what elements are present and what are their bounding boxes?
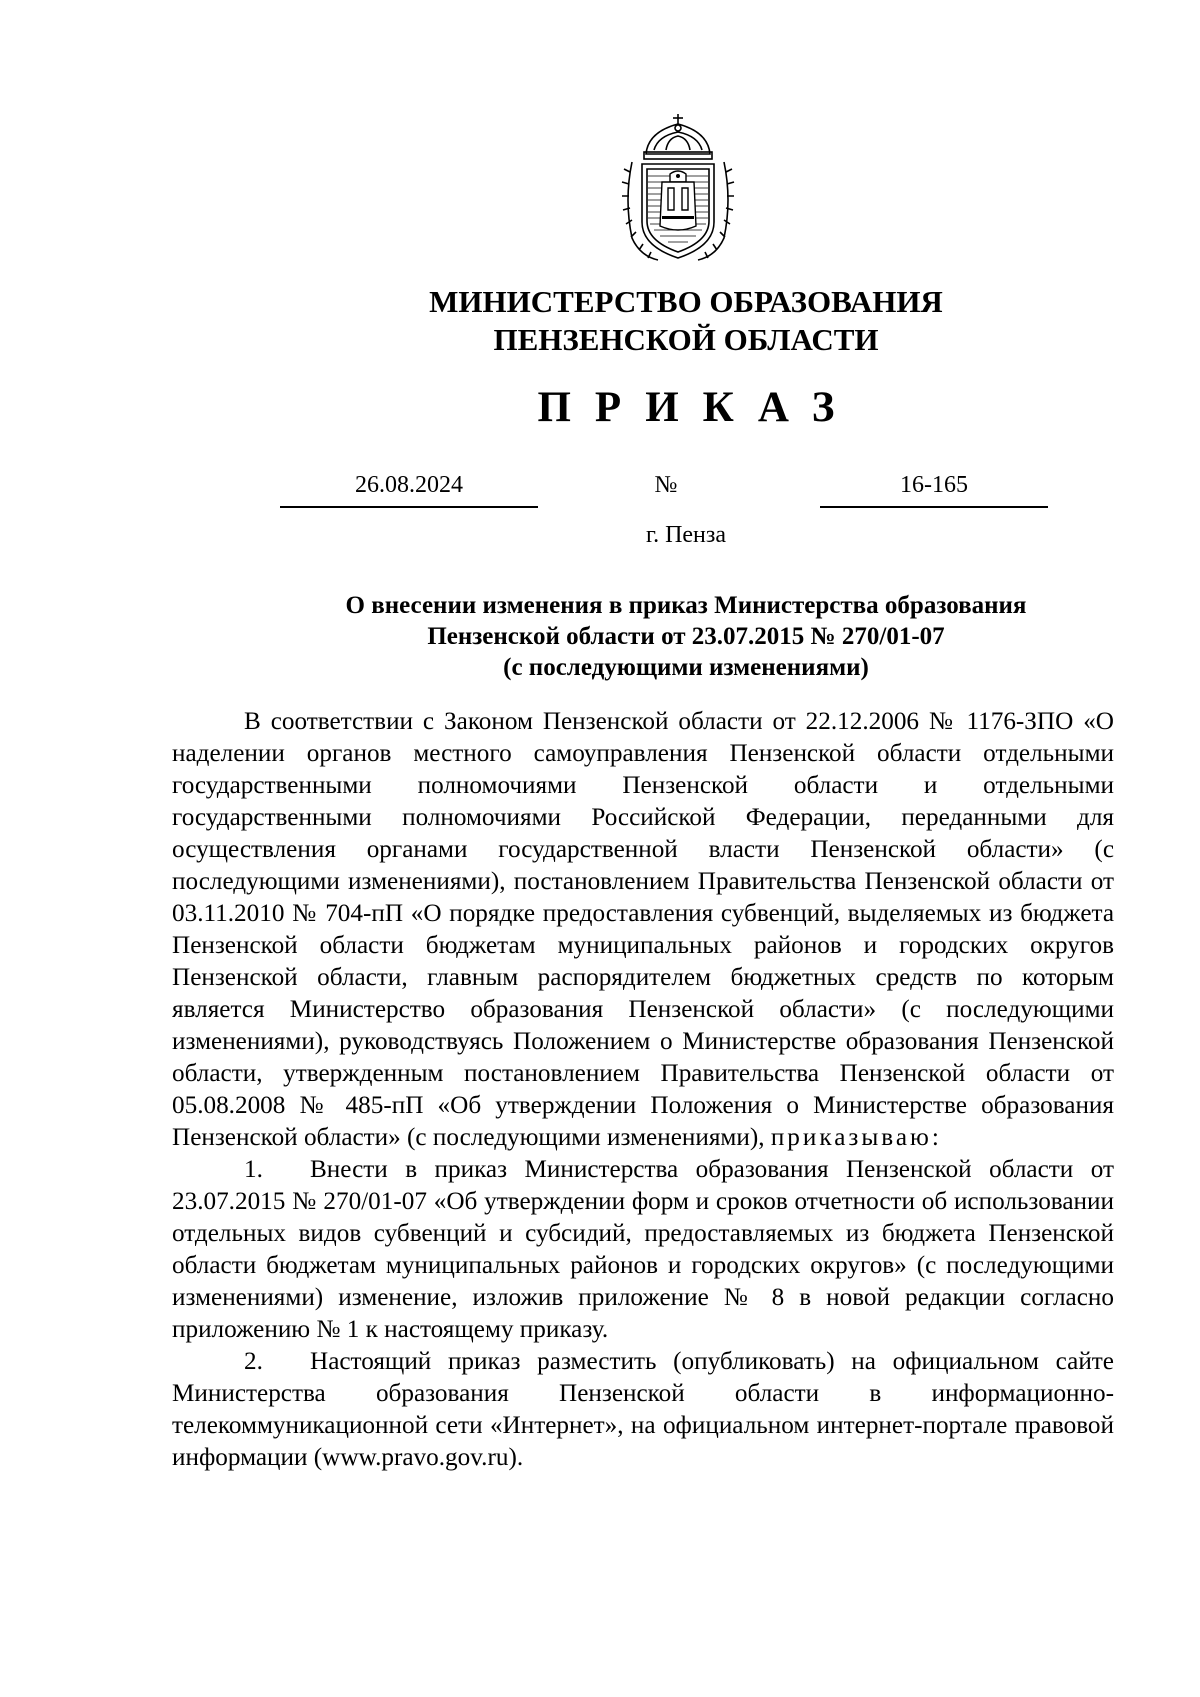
order-title-line-3: (с последующими изменениями): [503, 654, 869, 681]
order-date: 26.08.2024: [355, 472, 463, 498]
order-item-2-text: Настоящий приказ разместить (опубликовать) на официальном сайте Министерства образования Пензенской области в информационно-телекоммуникационной сети «Интернет», на официальном интернет-портале правовой информации (www.pravo.gov.ru).: [172, 1348, 1114, 1471]
order-item-2-number: 2.: [244, 1348, 263, 1375]
ministry-name-line-1: МИНИСТЕРСТВО ОБРАЗОВАНИЯ: [429, 284, 943, 319]
order-body: [172, 706, 1114, 1474]
ministry-name: [0, 283, 1200, 359]
date-underline: [280, 506, 538, 508]
ministry-name-line-2: ПЕНЗЕНСКОЙ ОБЛАСТИ: [493, 322, 879, 357]
order-item-2: [172, 1346, 1114, 1474]
order-number: 16-165: [900, 472, 968, 498]
order-item-1: [172, 1154, 1114, 1346]
order-item-1-number: 1.: [244, 1156, 263, 1183]
preamble-paragraph: [172, 706, 1114, 1154]
order-item-1-text: Внести в приказ Министерства образования Пензенской области от 23.07.2015 № 270/01-07 «Об утверждении форм и сроков отчетности об использовании отдельных видов субвенций и субсидий, предоставляемых из бюджета Пензенской области бюджетам муниципальных районов и городских округов» (с последующими изменениями) изменение, изложив приложение № 8 в новой редакции согласно приложению № 1 к настоящему приказу.: [172, 1156, 1114, 1343]
city-label: г. Пенза: [645, 522, 727, 548]
number-underline: [820, 506, 1048, 508]
order-word: приказываю:: [770, 1124, 942, 1151]
number-sign: №: [654, 472, 678, 498]
order-title: [160, 590, 1200, 683]
penza-coat-of-arms-emblem: [618, 110, 738, 270]
document-type-heading: ПРИКАЗ: [537, 384, 859, 431]
preamble-text: В соответствии с Законом Пензенской области от 22.12.2006 № 1176-ЗПО «О наделении органов местного самоуправления Пензенской области отдельными государственными полномочиями Пензенской области и отдельными государственными полномочиями Российской Федерации, переданными для осуществления органами государственной власти Пензенской области» (с последующими изменениями), постановлением Правительства Пензенской области от 03.11.2010 № 704-пП «О порядке предоставления субвенций, выделяемых из бюджета Пензенской области бюджетам муниципальных районов и городских округов Пензенской области, главным распорядителем бюджетных средств по которым является Министерство образования Пензенской области» (с последующими изменениями), руководствуясь Положением о Министерстве образования Пензенской области, утвержденным постановлением Правительства Пензенской области от 05.08.2008 № 485-пП «Об утверждении Положения о Министерстве образования Пензенской области» (с последующими изменениями),: [172, 708, 1114, 1151]
order-title-line-2: Пензенской области от 23.07.2015 № 270/01-07: [427, 623, 945, 650]
order-title-line-1: О внесении изменения в приказ Министерства образования: [345, 592, 1027, 619]
